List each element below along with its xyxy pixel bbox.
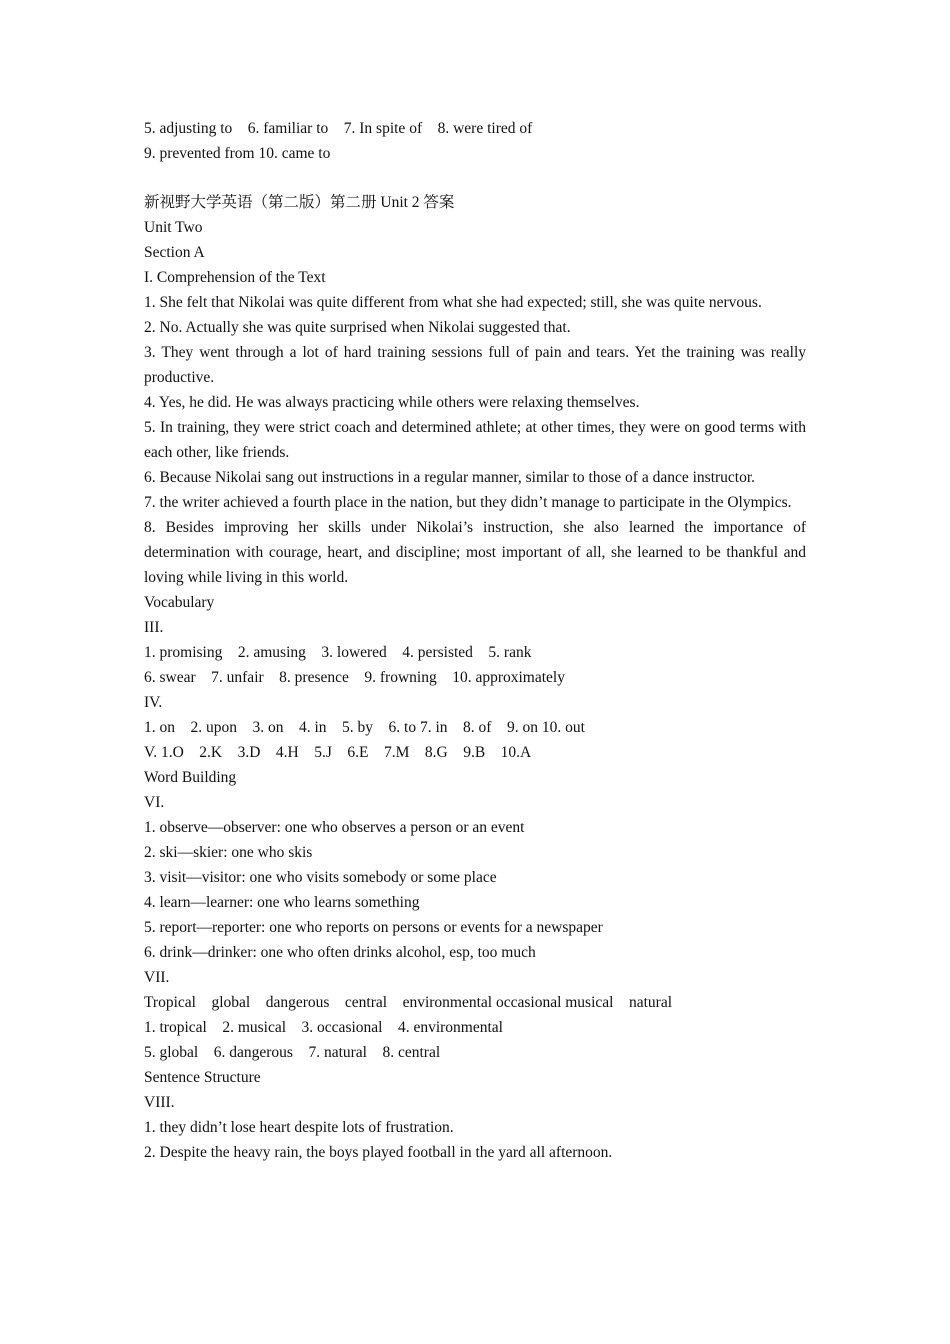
exercise-label: III. <box>144 619 164 636</box>
unit-title: 新视野大学英语（第二版）第二册 Unit 2 答案 <box>144 194 455 211</box>
answer-line: 2. Despite the heavy rain, the boys played football in the yard all afternoon. <box>144 1144 613 1161</box>
sentence-structure-heading: Sentence Structure <box>144 1069 261 1086</box>
answer-line: 2. ski—skier: one who skis <box>144 844 313 861</box>
section-heading: Section A <box>144 244 205 261</box>
answer-line: 1. observe—observer: one who observes a person or an event <box>144 819 525 836</box>
vocabulary-heading: Vocabulary <box>144 594 215 611</box>
comprehension-heading: I. Comprehension of the Text <box>144 269 326 286</box>
comprehension-answer: 3. They went through a lot of hard training sessions full of pain and tears. Yet the training was really productive. <box>144 344 806 386</box>
comprehension-answer: 1. She felt that Nikolai was quite different from what she had expected; still, she was quite nervous. <box>144 294 762 311</box>
comprehension-answer: 6. Because Nikolai sang out instructions in a regular manner, similar to those of a dance instructor. <box>144 469 756 486</box>
word-building-heading: Word Building <box>144 769 237 786</box>
exercise-label: VII. <box>144 969 170 986</box>
answer-line: 5. report—reporter: one who reports on persons or events for a newspaper <box>144 919 603 936</box>
exercise-label: VIII. <box>144 1094 175 1111</box>
answer-line: 1. on 2. upon 3. on 4. in 5. by 6. to 7. in 8. of 9. on 10. out <box>144 719 585 736</box>
answer-line: V. 1.O 2.K 3.D 4.H 5.J 6.E 7.M 8.G 9.B 10.A <box>144 744 532 761</box>
spacer <box>144 166 806 190</box>
answer-line: 1. they didn’t lose heart despite lots of frustration. <box>144 1119 454 1136</box>
answer-line: 6. drink—drinker: one who often drinks alcohol, esp, too much <box>144 944 536 961</box>
comprehension-answer: 2. No. Actually she was quite surprised when Nikolai suggested that. <box>144 319 571 336</box>
answer-line: Tropical global dangerous central environmental occasional musical natural <box>144 994 672 1011</box>
answer-line: 3. visit—visitor: one who visits somebody or some place <box>144 869 497 886</box>
answer-line: 5. adjusting to 6. familiar to 7. In spite of 8. were tired of <box>144 120 533 137</box>
exercise-label: VI. <box>144 794 165 811</box>
comprehension-answer: 7. the writer achieved a fourth place in the nation, but they didn’t manage to participate in the Olympics. <box>144 494 792 511</box>
comprehension-answer: 4. Yes, he did. He was always practicing while others were relaxing themselves. <box>144 394 640 411</box>
answer-line: 4. learn—learner: one who learns something <box>144 894 420 911</box>
document-page <box>144 116 806 1165</box>
comprehension-answer: 5. In training, they were strict coach and determined athlete; at other times, they were on good terms with each other, like friends. <box>144 419 806 461</box>
answer-line: 9. prevented from 10. came to <box>144 145 331 162</box>
answer-line: 5. global 6. dangerous 7. natural 8. central <box>144 1044 441 1061</box>
unit-name: Unit Two <box>144 219 203 236</box>
answer-line: 6. swear 7. unfair 8. presence 9. frowning 10. approximately <box>144 669 565 686</box>
answer-line: 1. promising 2. amusing 3. lowered 4. persisted 5. rank <box>144 644 532 661</box>
exercise-label: IV. <box>144 694 163 711</box>
answer-line: 1. tropical 2. musical 3. occasional 4. environmental <box>144 1019 503 1036</box>
comprehension-answer: 8. Besides improving her skills under Nikolai’s instruction, she also learned the importance of determination with courage, heart, and discipline; most important of all, she learned to be thankful and loving while living in this world. <box>144 519 806 586</box>
